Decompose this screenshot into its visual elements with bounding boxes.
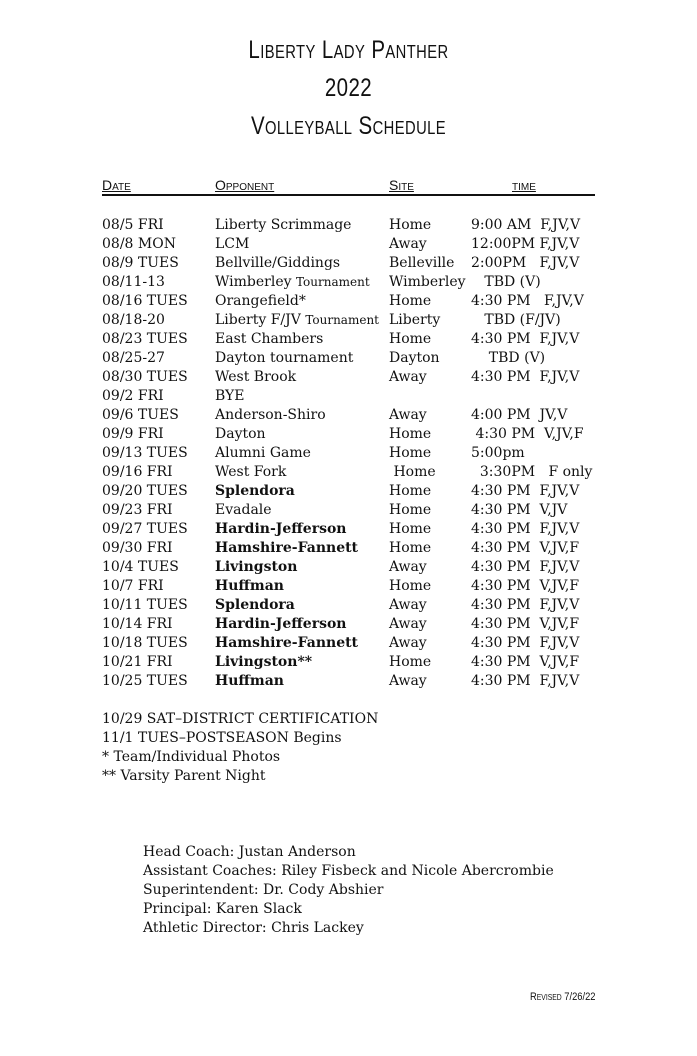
game-opponent bbox=[215, 312, 379, 328]
game-site: Home bbox=[389, 654, 432, 670]
table-row bbox=[0, 540, 697, 559]
table-row bbox=[0, 331, 697, 350]
table-row bbox=[0, 388, 697, 407]
game-opponent: West Brook bbox=[215, 369, 297, 385]
game-opponent: Orangefield* bbox=[215, 293, 306, 309]
game-date: 10/21 FRI bbox=[102, 654, 173, 670]
game-opponent: Anderson-Shiro bbox=[215, 407, 326, 423]
game-date: 09/16 FRI bbox=[102, 464, 173, 480]
game-site: Home bbox=[389, 217, 432, 233]
game-site: Away bbox=[389, 597, 427, 613]
game-opponent: Huffman bbox=[215, 673, 284, 689]
table-row bbox=[0, 502, 697, 521]
header-time: time bbox=[512, 177, 536, 193]
game-site: Home bbox=[389, 331, 432, 347]
staff-head-coach: Head Coach: Justan Anderson bbox=[143, 844, 356, 860]
game-date: 08/18-20 bbox=[102, 312, 165, 328]
table-row bbox=[0, 559, 697, 578]
game-site: Away bbox=[389, 673, 427, 689]
game-date: 09/13 TUES bbox=[102, 445, 188, 461]
game-site: Home bbox=[389, 578, 432, 594]
game-site: Belleville bbox=[389, 255, 455, 271]
game-time: 2:00PM F,JV,V bbox=[471, 255, 580, 271]
game-time: 4:30 PM F,JV,V bbox=[471, 369, 580, 385]
header-opponent: Opponent bbox=[215, 177, 275, 193]
game-site: Dayton bbox=[389, 350, 440, 366]
revised-date: Revised 7/26/22 bbox=[530, 991, 596, 1003]
staff-athletic-director: Athletic Director: Chris Lackey bbox=[143, 920, 364, 936]
game-opponent: Evadale bbox=[215, 502, 272, 518]
note-district: 10/29 SAT–DISTRICT CERTIFICATION bbox=[102, 711, 379, 727]
table-row bbox=[0, 616, 697, 635]
game-site: Home bbox=[389, 483, 432, 499]
game-date: 10/14 FRI bbox=[102, 616, 173, 632]
game-date: 09/9 FRI bbox=[102, 426, 164, 442]
game-opponent: Splendora bbox=[215, 597, 295, 613]
game-opponent: Hardin-Jefferson bbox=[215, 521, 347, 537]
game-time: 3:30PM F only bbox=[471, 464, 593, 480]
game-date: 10/4 TUES bbox=[102, 559, 179, 575]
game-date: 09/6 TUES bbox=[102, 407, 179, 423]
game-opponent: LCM bbox=[215, 236, 250, 252]
game-date: 08/9 TUES bbox=[102, 255, 179, 271]
game-time: 4:30 PM F,JV,V bbox=[471, 673, 580, 689]
game-opponent-name: Wimberley bbox=[215, 274, 292, 290]
staff-superintendent: Superintendent: Dr. Cody Abshier bbox=[143, 882, 384, 898]
game-time: TBD (F/JV) bbox=[471, 312, 561, 328]
header-date: Date bbox=[102, 177, 131, 193]
game-time: 4:30 PM F,JV,V bbox=[471, 635, 580, 651]
game-site: Liberty bbox=[389, 312, 441, 328]
game-opponent: Liberty Scrimmage bbox=[215, 217, 352, 233]
game-site: Wimberley bbox=[389, 274, 466, 290]
game-opponent: Hamshire-Fannett bbox=[215, 635, 359, 651]
game-time: 4:30 PM V,JV,F bbox=[471, 616, 580, 632]
game-date: 09/27 TUES bbox=[102, 521, 188, 537]
game-date: 10/11 TUES bbox=[102, 597, 188, 613]
game-site: Home bbox=[389, 521, 432, 537]
game-date: 09/23 FRI bbox=[102, 502, 173, 518]
note-photos: * Team/Individual Photos bbox=[102, 749, 281, 765]
game-time: 5:00pm bbox=[471, 445, 525, 461]
table-row bbox=[0, 521, 697, 540]
game-time: 4:30 PM F,JV,V bbox=[471, 521, 580, 537]
game-date: 08/30 TUES bbox=[102, 369, 188, 385]
game-time: 4:30 PM V,JV,F bbox=[471, 654, 580, 670]
game-time: 4:30 PM V,JV,F bbox=[471, 578, 580, 594]
table-row bbox=[0, 673, 697, 692]
table-row bbox=[0, 635, 697, 654]
game-time: 4:30 PM F,JV,V bbox=[471, 597, 580, 613]
game-opponent: West Fork bbox=[215, 464, 287, 480]
game-opponent: Bellville/Giddings bbox=[215, 255, 341, 271]
table-row bbox=[0, 483, 697, 502]
game-opponent-suffix: Tournament bbox=[305, 313, 379, 327]
game-opponent: BYE bbox=[215, 388, 245, 404]
table-row bbox=[0, 426, 697, 445]
game-opponent-name: Liberty F/JV bbox=[215, 312, 301, 328]
header-rule bbox=[102, 194, 595, 196]
table-row bbox=[0, 597, 697, 616]
game-opponent bbox=[215, 274, 370, 290]
game-date: 10/25 TUES bbox=[102, 673, 188, 689]
game-time: TBD (V) bbox=[471, 274, 541, 290]
game-site: Home bbox=[389, 502, 432, 518]
game-date: 08/23 TUES bbox=[102, 331, 188, 347]
game-date: 10/7 FRI bbox=[102, 578, 164, 594]
note-postseason: 11/1 TUES–POSTSEASON Begins bbox=[102, 730, 342, 746]
table-row bbox=[0, 407, 697, 426]
game-time: 4:30 PM F,JV,V bbox=[471, 293, 584, 309]
table-row bbox=[0, 445, 697, 464]
game-opponent: Splendora bbox=[215, 483, 295, 499]
game-opponent: Dayton bbox=[215, 426, 266, 442]
table-row bbox=[0, 464, 697, 483]
game-opponent: Livingston bbox=[215, 559, 298, 575]
game-opponent: Hamshire-Fannett bbox=[215, 540, 359, 556]
game-site: Away bbox=[389, 236, 427, 252]
table-row bbox=[0, 350, 697, 369]
table-row bbox=[0, 369, 697, 388]
staff-principal: Principal: Karen Slack bbox=[143, 901, 302, 917]
game-time: 4:30 PM V,JV,F bbox=[471, 540, 580, 556]
game-site: Away bbox=[389, 559, 427, 575]
game-opponent: Dayton tournament bbox=[215, 350, 354, 366]
game-site: Home bbox=[389, 293, 432, 309]
game-date: 08/16 TUES bbox=[102, 293, 188, 309]
note-parent-night: ** Varsity Parent Night bbox=[102, 768, 266, 784]
page-subtitle: Volleyball Schedule bbox=[250, 112, 447, 140]
game-time: 9:00 AM F,JV,V bbox=[471, 217, 581, 233]
game-date: 08/25-27 bbox=[102, 350, 165, 366]
game-site: Home bbox=[389, 426, 432, 442]
game-opponent-suffix: Tournament bbox=[295, 275, 370, 289]
game-time: 4:30 PM F,JV,V bbox=[471, 483, 580, 499]
game-site: Home bbox=[389, 464, 436, 480]
header-site: Site bbox=[389, 177, 414, 193]
staff-assistant-coaches: Assistant Coaches: Riley Fisbeck and Nicole Abercrombie bbox=[143, 863, 554, 879]
game-date: 08/8 MON bbox=[102, 236, 176, 252]
page-title: Liberty Lady Panther bbox=[248, 36, 449, 64]
game-site: Home bbox=[389, 445, 432, 461]
table-row bbox=[0, 255, 697, 274]
game-date: 09/20 TUES bbox=[102, 483, 188, 499]
game-date: 08/5 FRI bbox=[102, 217, 164, 233]
table-row bbox=[0, 293, 697, 312]
game-date: 09/2 FRI bbox=[102, 388, 164, 404]
game-opponent: Hardin-Jefferson bbox=[215, 616, 347, 632]
game-time: 12:00PM F,JV,V bbox=[471, 236, 580, 252]
game-site: Away bbox=[389, 407, 427, 423]
table-row bbox=[0, 578, 697, 597]
table-row bbox=[0, 654, 697, 673]
game-date: 08/11-13 bbox=[102, 274, 165, 290]
game-opponent: Huffman bbox=[215, 578, 284, 594]
game-date: 09/30 FRI bbox=[102, 540, 173, 556]
game-time: 4:30 PM F,JV,V bbox=[471, 559, 580, 575]
game-time: 4:00 PM JV,V bbox=[471, 407, 568, 423]
game-time: TBD (V) bbox=[471, 350, 546, 366]
table-row bbox=[0, 236, 697, 255]
table-row bbox=[0, 312, 697, 331]
page-year: 2022 bbox=[324, 74, 373, 102]
game-site: Home bbox=[389, 540, 432, 556]
game-time: 4:30 PM F,JV,V bbox=[471, 331, 580, 347]
game-date: 10/18 TUES bbox=[102, 635, 188, 651]
game-time: 4:30 PM V,JV bbox=[471, 502, 568, 518]
game-site: Away bbox=[389, 369, 427, 385]
game-time: 4:30 PM V,JV,F bbox=[471, 426, 584, 442]
game-opponent: Alumni Game bbox=[215, 445, 311, 461]
game-opponent: East Chambers bbox=[215, 331, 324, 347]
table-row bbox=[0, 217, 697, 236]
table-row bbox=[0, 274, 697, 293]
game-opponent: Livingston** bbox=[215, 654, 313, 670]
game-site: Away bbox=[389, 635, 427, 651]
game-site: Away bbox=[389, 616, 427, 632]
